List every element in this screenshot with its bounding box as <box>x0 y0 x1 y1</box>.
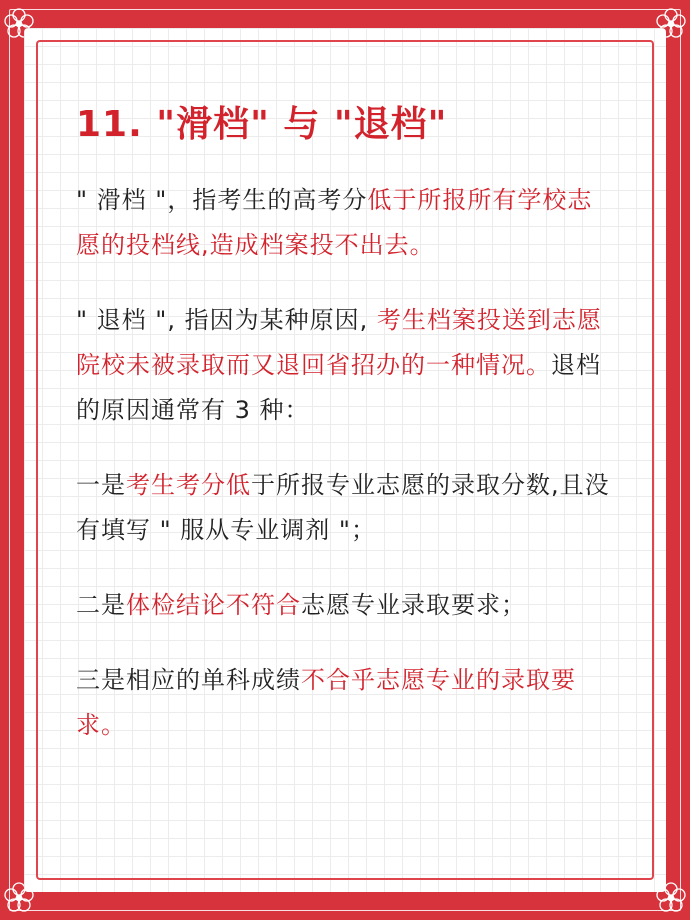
text-highlight: 体检结论不符合 <box>126 591 301 619</box>
text-normal: 志愿专业录取要求； <box>301 591 526 619</box>
paragraph-huadang <box>76 178 616 268</box>
paragraph-reason-2 <box>76 583 616 628</box>
text-highlight: 考生档案投送到志愿院校未被录取而又退回省招办的一种情况。 <box>76 306 602 379</box>
paragraph-tuidang <box>76 298 616 433</box>
text-normal: 一是 <box>76 471 126 499</box>
text-normal: " 退档 ", 指因为某种原因, <box>76 306 377 334</box>
page-title: 11. "滑档" 与 "退档" <box>76 104 448 145</box>
text-highlight: 低于所报所有学校志愿的投档线,造成档案投不出去。 <box>76 186 593 259</box>
text-normal: " 滑档 "，指考生的高考分 <box>76 186 368 214</box>
text-highlight: 考生考分低 <box>126 471 251 499</box>
paragraph-reason-3 <box>76 658 616 748</box>
text-normal: 二是 <box>76 591 126 619</box>
text-highlight: 不合乎志愿专业的录取要求。 <box>76 666 576 739</box>
text-normal: 三是相应的单科成绩 <box>76 666 301 694</box>
text-normal: 退档的原因通常有 3 种： <box>76 351 601 424</box>
text-normal: 于所报专业志愿的录取分数,且没有填写 " 服从专业调剂 "； <box>76 471 610 544</box>
paragraph-reason-1 <box>76 463 616 553</box>
article-body <box>76 178 616 778</box>
